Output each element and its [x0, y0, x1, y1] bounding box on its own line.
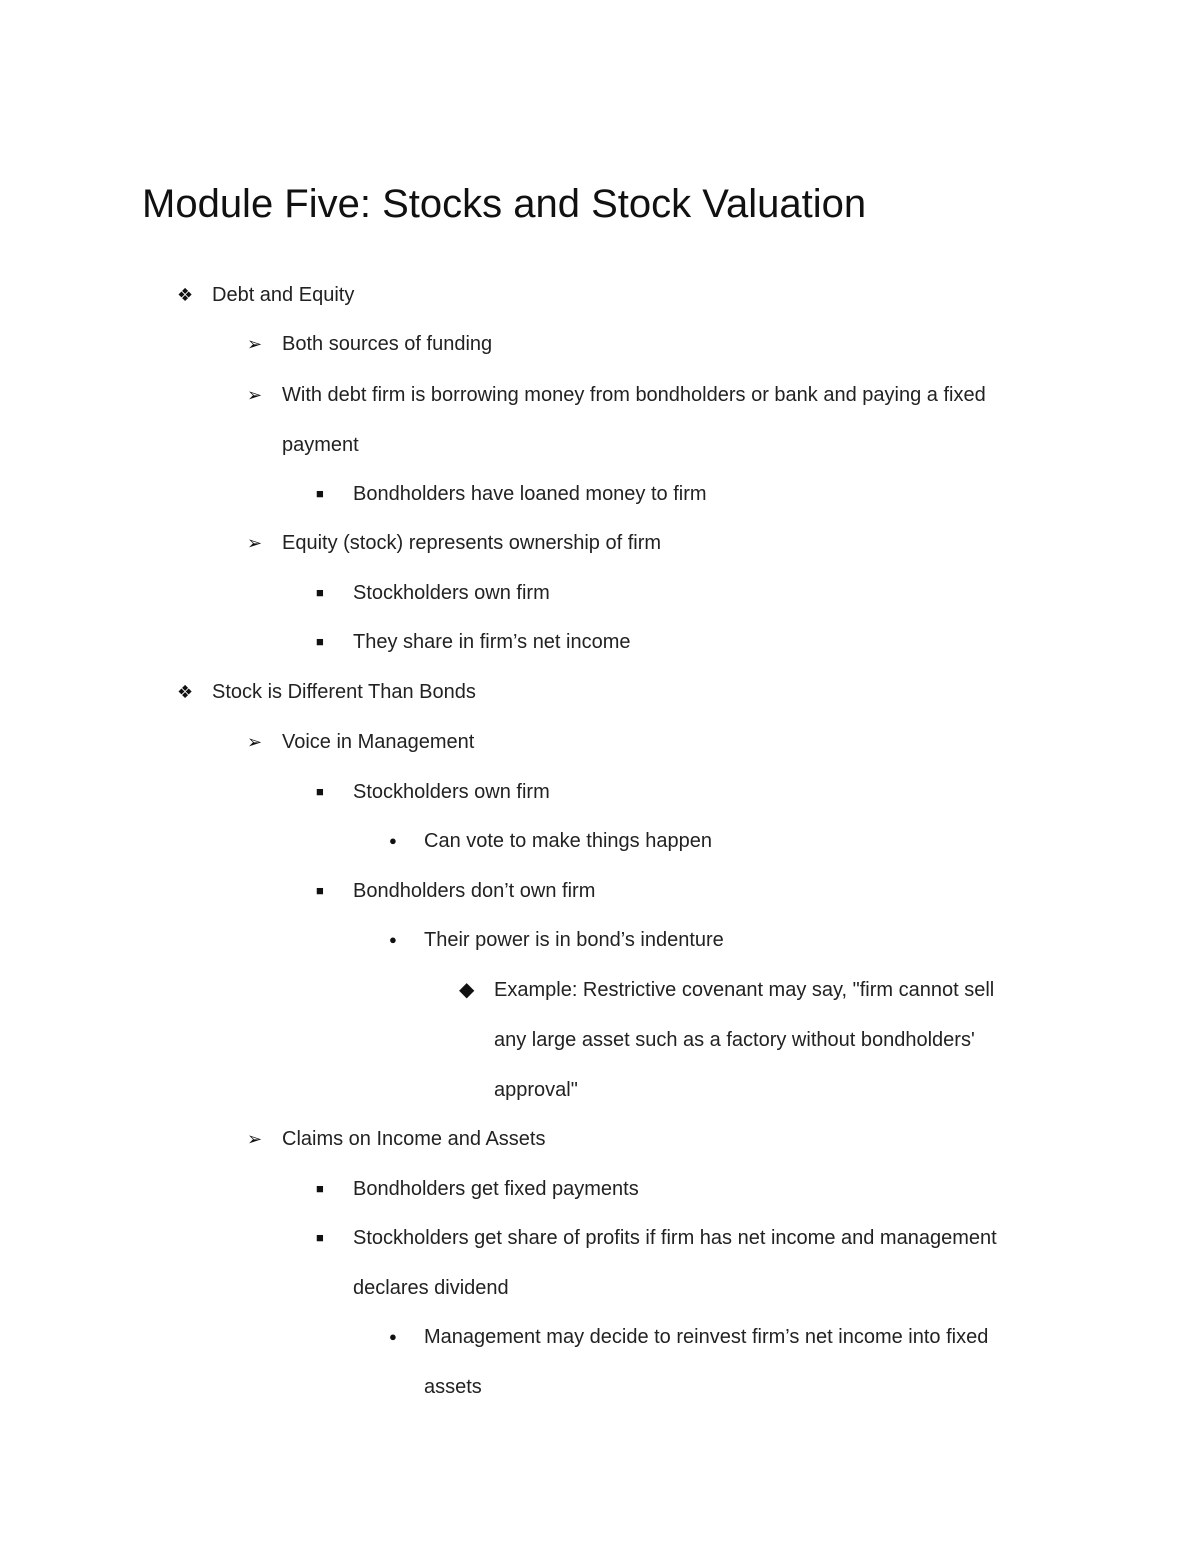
square-bullet-icon: ■: [316, 634, 324, 649]
list-item-text: approval": [494, 1079, 578, 1101]
list-item-text: Equity (stock) represents ownership of firm: [282, 532, 662, 554]
list-item-text: Stockholders own firm: [353, 781, 550, 803]
diamond-bullet-icon: ❖: [177, 682, 194, 702]
solid-diamond-bullet-icon: ◆: [459, 979, 475, 1001]
list-item-text: Stockholders get share of profits if firm has net income and management: [353, 1227, 997, 1249]
list-item-text: They share in firm’s net income: [353, 631, 631, 653]
arrow-bullet-icon: ➢: [247, 334, 263, 354]
square-bullet-icon: ■: [316, 585, 324, 600]
list-item-text: Claims on Income and Assets: [282, 1128, 546, 1150]
list-item-text: Can vote to make things happen: [424, 830, 712, 852]
list-item-text: Bondholders don’t own firm: [353, 880, 596, 902]
list-item-text: Stockholders own firm: [353, 582, 550, 604]
list-item-text: any large asset such as a factory without bondholders': [494, 1029, 975, 1051]
arrow-bullet-icon: ➢: [247, 533, 263, 553]
list-item-text: Their power is in bond’s indenture: [424, 929, 724, 951]
square-bullet-icon: ■: [316, 883, 324, 898]
list-item-text: Stock is Different Than Bonds: [212, 681, 476, 703]
square-bullet-icon: ■: [316, 486, 324, 501]
arrow-bullet-icon: ➢: [247, 732, 263, 752]
list-item-text: Bondholders get fixed payments: [353, 1178, 639, 1200]
square-bullet-icon: ■: [316, 1181, 324, 1196]
arrow-bullet-icon: ➢: [247, 1129, 263, 1149]
list-item-text: assets: [424, 1376, 482, 1398]
dot-bullet-icon: ●: [389, 932, 397, 947]
square-bullet-icon: ■: [316, 784, 324, 799]
list-item-text: With debt firm is borrowing money from bondholders or bank and paying a fixed: [282, 384, 986, 406]
list-item-text: Management may decide to reinvest firm’s net income into fixed: [424, 1326, 989, 1348]
diamond-bullet-icon: ❖: [177, 285, 194, 305]
list-item-text: Voice in Management: [282, 731, 475, 753]
list-item-text: Debt and Equity: [212, 284, 355, 306]
dot-bullet-icon: ●: [389, 1329, 397, 1344]
list-item-text: declares dividend: [353, 1277, 509, 1299]
list-item-text: Example: Restrictive covenant may say, "firm cannot sell: [494, 979, 995, 1001]
square-bullet-icon: ■: [316, 1230, 324, 1245]
dot-bullet-icon: ●: [389, 833, 397, 848]
list-item-text: Both sources of funding: [282, 333, 493, 355]
arrow-bullet-icon: ➢: [247, 385, 263, 405]
page-title: Module Five: Stocks and Stock Valuation: [142, 182, 867, 226]
list-item-text: payment: [282, 434, 359, 456]
list-item-text: Bondholders have loaned money to firm: [353, 483, 707, 505]
